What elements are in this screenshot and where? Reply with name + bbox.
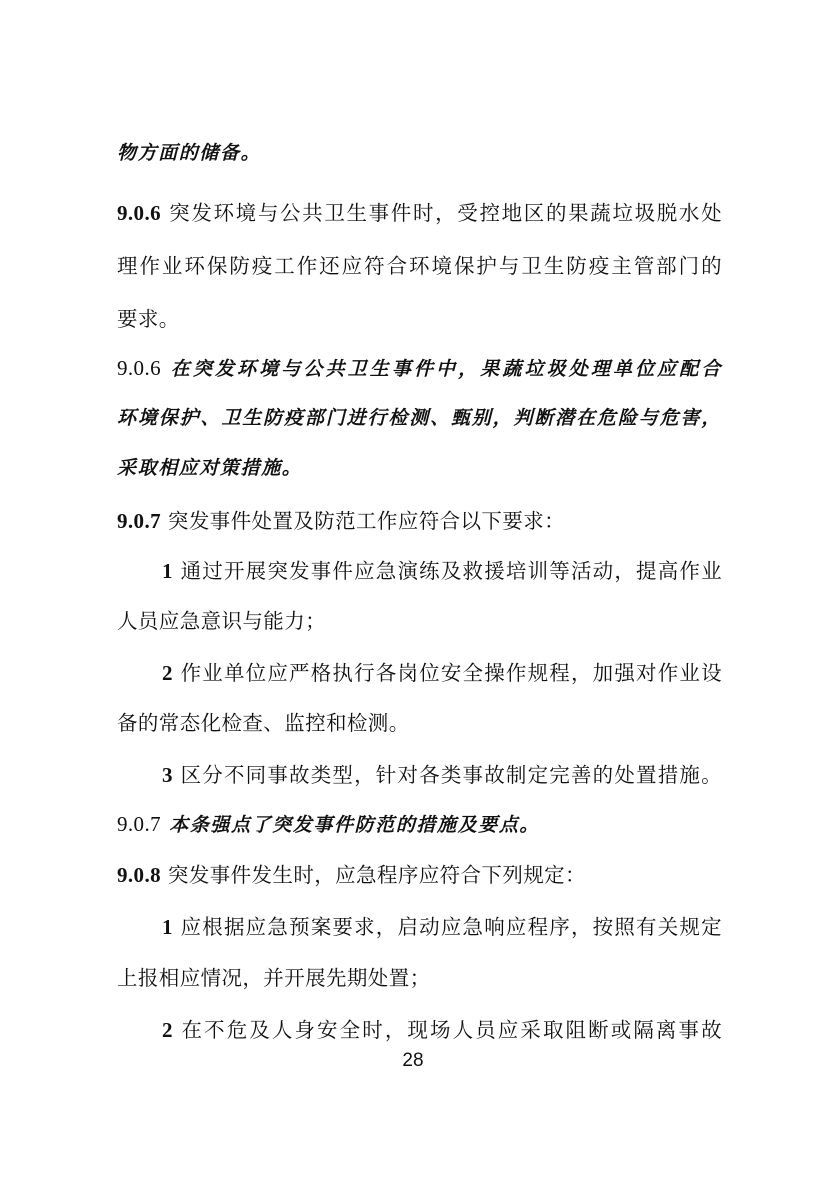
line-text: 备的常态化检查、监控和检测。 (117, 711, 410, 735)
clause-9-0-7 (117, 507, 722, 535)
clause-line (117, 305, 722, 333)
line-text: 突发事件发生时，应急程序应符合下列规定： (161, 863, 586, 887)
line-text: 作业单位应严格执行各岗位安全操作规程，加强对作业设 (172, 661, 722, 685)
list-item (162, 557, 722, 585)
clause-number: 9.0.7 (117, 509, 161, 533)
page-number: 28 (402, 1050, 424, 1071)
list-item (162, 913, 722, 941)
line-text: 人员应急意识与能力； (117, 609, 326, 633)
line-text: 物方面的储备。 (117, 142, 262, 164)
item-number: 2 (162, 661, 173, 685)
commentary-9-0-6 (117, 354, 722, 383)
list-item (162, 1016, 722, 1044)
list-item (162, 761, 722, 789)
line-text: 应根据应急预案要求，启动应急响应程序，按照有关规定 (172, 915, 722, 939)
item-number: 1 (162, 559, 173, 583)
clause-number: 9.0.8 (117, 863, 161, 887)
line-text: 在突发环境与公共卫生事件中，果蔬垃圾处理单位应配合 (161, 358, 722, 380)
line-text: 要求。 (117, 307, 180, 331)
commentary-line (117, 139, 722, 167)
line-text: 通过开展突发事件应急演练及救援培训等活动，提高作业 (172, 559, 722, 583)
line-text: 理作业环保防疫工作还应符合环境保护与卫生防疫主管部门的 (117, 254, 722, 278)
clause-line (117, 252, 722, 280)
line-text: 环境保护、卫生防疫部门进行检测、甄别，判断潜在危险与危害， (117, 407, 722, 429)
clause-number: 9.0.6 (117, 201, 161, 225)
commentary-line (117, 404, 722, 432)
commentary-line (117, 454, 722, 482)
clause-9-0-8 (117, 861, 722, 889)
clause-number: 9.0.7 (117, 812, 161, 836)
clause-9-0-6 (117, 199, 722, 227)
item-number: 3 (162, 763, 173, 787)
line-text: 在不危及人身安全时，现场人员应采取阻断或隔离事故 (172, 1018, 722, 1042)
line-text: 采取相应对策措施。 (117, 457, 303, 479)
line-text: 本条强点了突发事件防范的措施及要点。 (161, 814, 541, 836)
list-item-line (117, 607, 722, 635)
clause-number: 9.0.6 (117, 356, 161, 380)
list-item-line (117, 709, 722, 737)
line-text: 突发环境与公共卫生事件时，受控地区的果蔬垃圾脱水处 (161, 201, 722, 225)
line-text: 区分不同事故类型，针对各类事故制定完善的处置措施。 (172, 763, 722, 787)
item-number: 2 (162, 1018, 173, 1042)
commentary-9-0-7 (117, 810, 722, 839)
line-text: 上报相应情况，并开展先期处置； (117, 966, 431, 990)
list-item-line (117, 964, 722, 992)
item-number: 1 (162, 915, 173, 939)
list-item (162, 659, 722, 687)
line-text: 突发事件处置及防范工作应符合以下要求： (161, 509, 566, 533)
